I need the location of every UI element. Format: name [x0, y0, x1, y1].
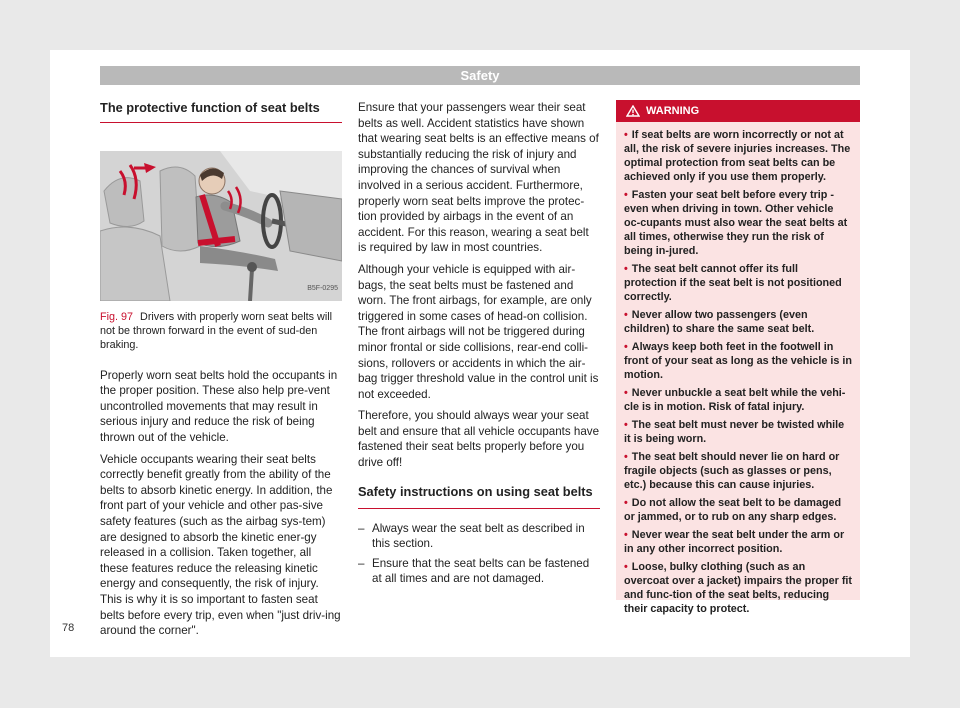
dash-icon: –: [358, 556, 365, 570]
warning-item-text: Fasten your seat belt before every trip - even when driving in town. Other vehicle oc-cupants must also wear the seat belts at all times, otherwise they run the risk of being in-jured.: [624, 189, 848, 257]
warning-item: [624, 560, 852, 616]
middle-column: [358, 100, 600, 591]
warning-title: WARNING: [646, 105, 700, 117]
warning-item: [624, 418, 852, 446]
bullet-icon: •: [624, 451, 628, 463]
seat-belt-illustration: [100, 151, 342, 301]
bullet-icon: •: [624, 129, 628, 141]
warning-item-text: Do not allow the seat belt to be damaged or jammed, or to rub on any sharp edges.: [624, 497, 842, 523]
figure-code: B5F-0295: [307, 285, 338, 292]
warning-item-text: The seat belt cannot offer its full protection if the seat belt is not positioned correctly.: [624, 263, 842, 303]
subheading: Safety instructions on using seat belts: [358, 483, 600, 509]
bullet-icon: •: [624, 561, 628, 573]
dash-icon: –: [358, 521, 365, 535]
warning-item: [624, 340, 852, 382]
bullet-icon: •: [624, 263, 628, 275]
paragraph: Ensure that your passengers wear their seat belts as well. Accident statistics have shown that wearing seat belts is an effective means of substantially reducing the risk of injury and improving the chances of survival when involved in a serious accident. Furthermore, properly worn seat belts improve the protec-tion provided by airbags in the event of an accident. For this reason, wearing a seat belt is required by law in most countries.: [358, 101, 599, 255]
warning-item: [624, 128, 852, 184]
warning-item: [624, 528, 852, 556]
figure-label: Fig. 97: [100, 310, 134, 323]
warning-item: [624, 496, 852, 524]
paragraph: Although your vehicle is equipped with air-bags, the seat belts must be fastened and worn. The front airbags, for example, are only triggered in some cases of head-on collision. The front airbags will not be triggered during minor frontal or side collisions, rear-end colli-sions, rollovers or accidents in which the air-bag trigger threshold value in the control unit is not exceeded.: [358, 262, 599, 401]
warning-item-text: Never allow two passengers (even children) to share the same seat belt.: [624, 309, 815, 335]
chapter-header: Safety: [100, 66, 860, 85]
left-column: [100, 100, 342, 645]
figure-caption: [100, 310, 342, 352]
warning-item: [624, 450, 852, 492]
figure-caption-text: Drivers with properly worn seat belts will not be thrown forward in the event of sud-den braking.: [100, 310, 333, 351]
section-title: The protective function of seat belts: [100, 100, 342, 123]
paragraph: Therefore, you should always wear your seat belt and ensure that all vehicle occupants have fastened their seat belts properly before you drive off!: [358, 409, 600, 470]
list-item: [358, 556, 600, 587]
warning-item-text: If seat belts are worn incorrectly or not at all, the risk of severe injuries increases. The optimal protection from seat belts can be achieved only if you use them properly.: [624, 129, 851, 183]
warning-item-text: The seat belt should never lie on hard or fragile objects (such as glasses or pens, etc.) because this can cause injuries.: [624, 451, 840, 491]
list-item-text: Always wear the seat belt as described in this section.: [372, 521, 585, 551]
warning-item-text: Never wear the seat belt under the arm or in any other incorrect position.: [624, 529, 845, 555]
paragraph: Vehicle occupants wearing their seat belts correctly benefit greatly from the ability of the belts to absorb kinetic energy. In addition, the front part of your vehicle and other pas-sive safety features (such as the airbag sys-tem) are designed to absorb the kinetic ener-gy released in a collision. Taken together, all these features reduce the releasing kinetic energy and consequently, the risk of injury. This is why it is so important to fasten seat belts before every trip, even when "just driv-ing around the corner".: [100, 452, 341, 638]
warning-item: [624, 188, 852, 258]
bullet-icon: •: [624, 529, 628, 541]
bullet-icon: •: [624, 189, 628, 201]
warning-item-text: The seat belt must never be twisted while it is being worn.: [624, 419, 845, 445]
page-number: 78: [62, 622, 75, 634]
right-column: [616, 100, 860, 615]
warning-triangle-icon: [626, 105, 640, 117]
list-item: [358, 521, 600, 552]
warning-item: [624, 262, 852, 304]
warning-box: [616, 100, 860, 615]
warning-item-text: Always keep both feet in the footwell in front of your seat as long as the vehicle is in motion.: [624, 341, 852, 381]
bullet-icon: •: [624, 309, 628, 321]
warning-item: [624, 308, 852, 336]
warning-list: [616, 122, 860, 616]
paragraph: Properly worn seat belts hold the occupants in the proper position. These also help pre-vent uncontrolled movements that may result in serious injury and reduce the risk of being thrown out of the vehicle.: [100, 368, 338, 444]
bullet-icon: •: [624, 419, 628, 431]
warning-header: [616, 100, 860, 122]
warning-item-text: Never unbuckle a seat belt while the vehi-cle is in motion. Risk of fatal injury.: [624, 387, 846, 413]
warning-item-text: Loose, bulky clothing (such as an overcoat over a jacket) impairs the proper fit and func-tion of the seat belts, reducing their capacity to protect.: [624, 561, 853, 615]
bullet-icon: •: [624, 341, 628, 353]
driver-illustration: [100, 151, 342, 301]
list-item-text: Ensure that the seat belts can be fastened at all times and are not damaged.: [372, 556, 590, 586]
warning-item: [624, 386, 852, 414]
bullet-icon: •: [624, 497, 628, 509]
bullet-icon: •: [624, 387, 628, 399]
